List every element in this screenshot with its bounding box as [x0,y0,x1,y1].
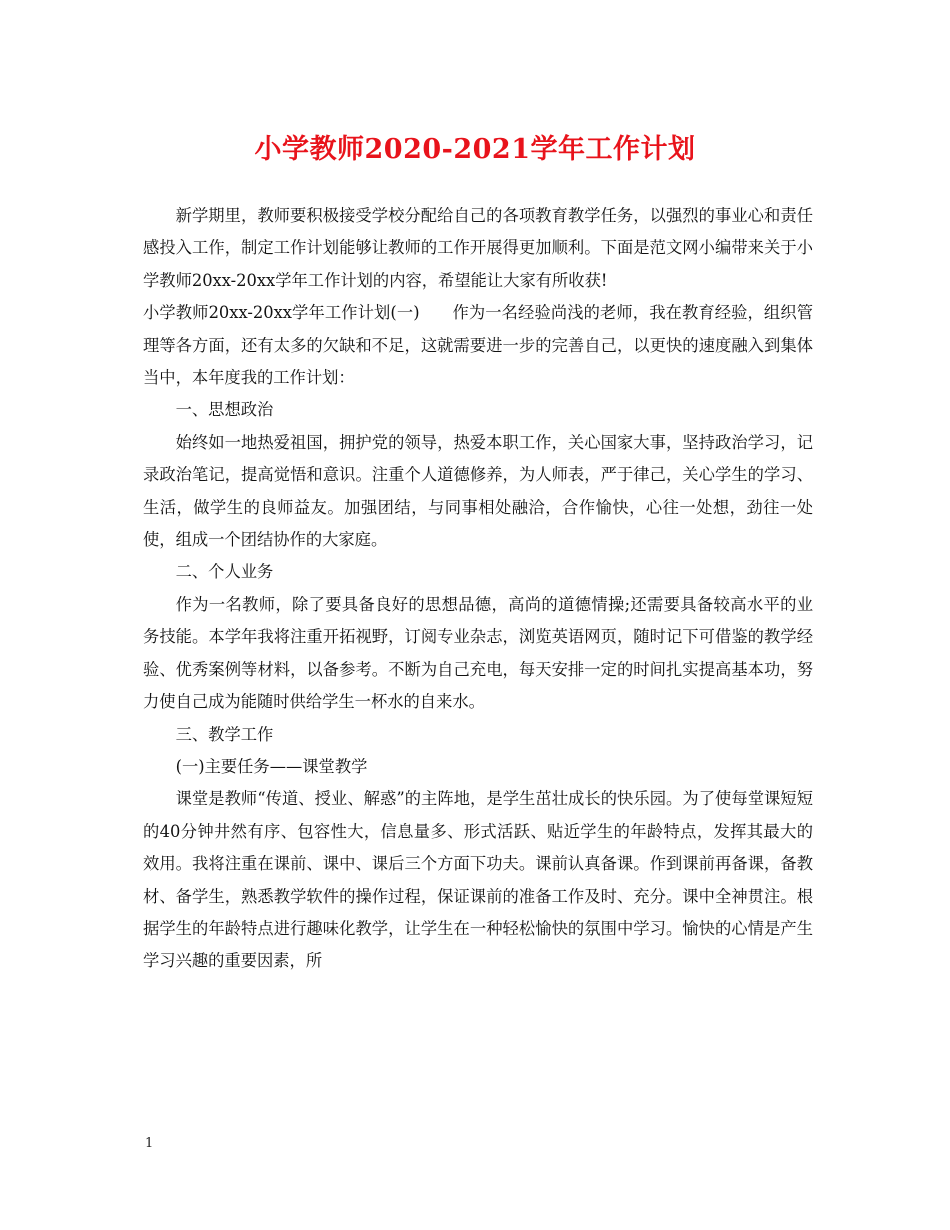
section-heading-personal-business: 二、个人业务 [175,562,274,582]
politics-paragraph: 始终如一地热爱祖国，拥护党的领导，热爱本职工作，关心国家大事，坚持政治学习，记录政治笔记，提高觉悟和意识。注重个人道德修养，为人师表，严于律己，关心学生的学习、生活，做学生的良师益友。加强团结，与同事相处融洽，合作愉快，心往一处想，劲往一处使，组成一个团结协作的大家庭。 [143,432,813,550]
document-title: 小学教师2020-2021学年工作计划 [254,134,696,165]
subsection-heading-classroom: (一)主要任务——课堂教学 [175,756,368,776]
personal-business-paragraph: 作为一名教师，除了要具备良好的思想品德，高尚的道德情操;还需要具备较高水平的业务技能。本学年我将注重开拓视野，订阅专业杂志，浏览英语网页，随时记下可借鉴的教学经验、优秀案例等材料，以备参考。不断为自己充电，每天安排一定的时间扎实提高基本功，努力使自己成为能随时供给学生一杯水的自来水。 [143,594,813,712]
classroom-paragraph: 课堂是教师“传道、授业、解惑”的主阵地，是学生茁壮成长的快乐园。为了使每堂课短短的40分钟井然有序、包容性大，信息量多、形式活跃、贴近学生的年龄特点，发挥其最大的效用。我将注重在课前、课中、课后三个方面下功夫。课前认真备课。作到课前再备课，备教材、备学生，熟悉教学软件的操作过程，保证课前的准备工作及时、充分。课中全神贯注。根据学生的年龄特点进行趣味化教学，让学生在一种轻松愉快的氛围中学习。愉快的心情是产生学习兴趣的重要因素，所 [143,789,813,971]
plan-one-paragraph: 小学教师20xx-20xx学年工作计划(一) 作为一名经验尚浅的老师，我在教育经验，组织管理等各方面，还有太多的欠缺和不足，这就需要进一步的完善自己，以更快的速度融入到集体当中，本年度我的工作计划： [143,303,813,388]
section-heading-politics: 一、思想政治 [175,400,274,420]
intro-paragraph: 新学期里，教师要积极接受学校分配给自己的各项教育教学任务，以强烈的事业心和责任感投入工作，制定工作计划能够让教师的工作开展得更加顺利。下面是范文网小编带来关于小学教师20xx-20xx学年工作计划的内容，希望能让大家有所收获! [143,206,813,290]
document-body [143,200,813,978]
section-heading-teaching: 三、教学工作 [175,724,274,744]
page-number: 1 [145,1136,154,1151]
